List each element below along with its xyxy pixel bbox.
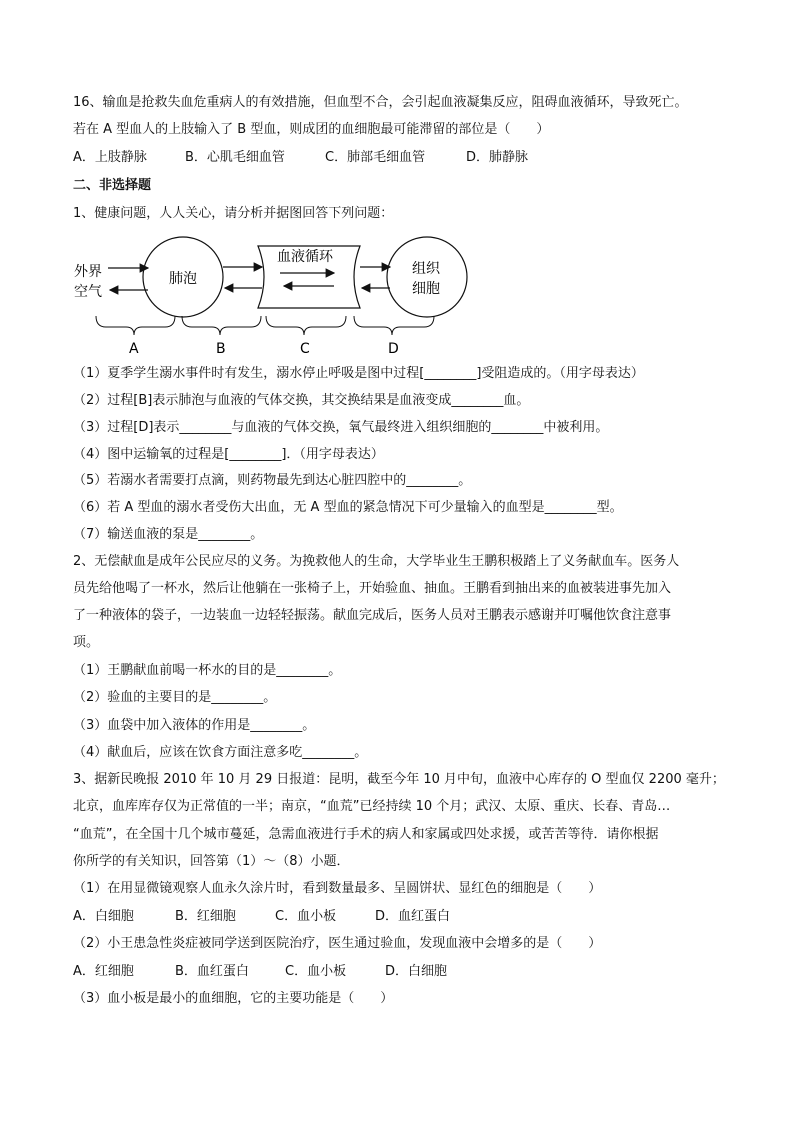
q16-option-b: B．心肌毛细血管 bbox=[185, 150, 285, 165]
q16-option-a: A．上肢静脉 bbox=[73, 150, 147, 165]
circulation-label: 血液循环 bbox=[277, 249, 333, 265]
q3-sub1-option-d: D．血红蛋白 bbox=[375, 909, 451, 924]
outside-label-top: 外界 bbox=[74, 264, 102, 280]
q16-stem-line2: 若在 A 型血人的上肢输入了 B 型血，则成团的血细胞最可能滞留的部位是（ ） bbox=[73, 122, 550, 137]
q1-item-2: （2）过程[B]表示肺泡与血液的气体交换，其交换结果是血液变成________血。 bbox=[73, 393, 530, 408]
tissue-cell-circle bbox=[387, 237, 467, 317]
q16-options bbox=[73, 149, 528, 167]
q3-sub2-option-a: A．红细胞 bbox=[73, 964, 134, 979]
letter-c: C bbox=[300, 341, 310, 357]
q3-sub2-option-b: B．血红蛋白 bbox=[175, 964, 249, 979]
brace-b bbox=[182, 316, 261, 335]
q3-sub1-option-b: B．红细胞 bbox=[175, 909, 236, 924]
q3-sub2-stem: （2）小王患急性炎症被同学送到医院治疗，医生通过验血，发现血液中会增多的是（ ） bbox=[73, 936, 602, 951]
q2-item-2: （2）验血的主要目的是________。 bbox=[73, 690, 277, 705]
q16-stem-line1: 16、输血是抢救失血危重病人的有效措施，但血型不合，会引起血液凝集反应，阻碍血液循环，导致死亡。 bbox=[73, 95, 688, 110]
letter-d: D bbox=[388, 341, 399, 357]
tissue-label-top: 组织 bbox=[412, 261, 440, 277]
q2-item-1: （1）王鹏献血前喝一杯水的目的是________。 bbox=[73, 663, 342, 678]
q1-item-4: （4）图中运输氧的过程是[________]．（用字母表达） bbox=[73, 447, 384, 462]
q16-option-c: C．肺部毛细血管 bbox=[325, 150, 426, 165]
outside-label-bottom: 空气 bbox=[74, 284, 102, 300]
tissue-label-bottom: 细胞 bbox=[412, 281, 440, 297]
brace-a bbox=[96, 316, 175, 335]
q3-sub2-option-d: D．白细胞 bbox=[385, 964, 448, 979]
q2-item-3: （3）血袋中加入液体的作用是________。 bbox=[73, 718, 316, 733]
q1-item-1: （1）夏季学生溺水事件时有发生，溺水停止呼吸是图中过程[________]受阻造成的。（用字母表达） bbox=[73, 366, 644, 381]
alveolus-label: 肺泡 bbox=[169, 271, 197, 287]
q1-item-5: （5）若溺水者需要打点滴，则药物最先到达心脏四腔中的________。 bbox=[73, 473, 472, 488]
q2-para-line4: 项。 bbox=[73, 635, 100, 650]
respiration-diagram bbox=[72, 232, 472, 357]
q3-sub1-stem: （1）在用显微镜观察人血永久涂片时，看到数量最多、呈圆饼状、显红色的细胞是（ ） bbox=[73, 881, 602, 896]
q3-para-line2: 北京，血库库存仅为正常值的一半；南京，“血荒”已经持续 10 个月；武汉、太原、重庆、长春、青岛… bbox=[73, 799, 671, 814]
q3-sub2-option-c: C．血小板 bbox=[285, 964, 347, 979]
q3-sub1-option-c: C．血小板 bbox=[275, 909, 337, 924]
q16-option-d: D．肺静脉 bbox=[466, 150, 529, 165]
brace-d bbox=[354, 316, 434, 335]
section-title: 二、非选择题 bbox=[73, 178, 152, 193]
q3-para-line4: 你所学的有关知识，回答第（1）～（8）小题． bbox=[73, 854, 350, 869]
q3-sub3-stem: （3）血小板是最小的血细胞，它的主要功能是（ ） bbox=[73, 991, 394, 1006]
letter-a: A bbox=[129, 341, 139, 357]
q3-sub1-options bbox=[73, 908, 450, 926]
q2-para-line2: 员先给他喝了一杯水，然后让他躺在一张椅子上，开始验血、抽血。王鹏看到抽出来的血被装进事先加入 bbox=[73, 581, 672, 596]
q3-sub1-option-a: A．白细胞 bbox=[73, 909, 134, 924]
q1-intro: 1、健康问题，人人关心，请分析并据图回答下列问题： bbox=[73, 206, 394, 221]
q1-item-3: （3）过程[D]表示________与血液的气体交换，氧气最终进入组织细胞的________中被利用。 bbox=[73, 420, 609, 435]
q2-para-line1: 2、无偿献血是成年公民应尽的义务。为挽救他人的生命，大学毕业生王鹏积极踏上了义务献血车。医务人 bbox=[73, 554, 680, 569]
letter-b: B bbox=[216, 341, 226, 357]
q1-item-7: （7）输送血液的泵是________。 bbox=[73, 527, 264, 542]
q3-para-line3: “血荒”，在全国十几个城市蔓延，急需血液进行手术的病人和家属或四处求援，或苦苦等待．请你根据 bbox=[73, 827, 659, 842]
q2-item-4: （4）献血后，应该在饮食方面注意多吃________。 bbox=[73, 745, 368, 760]
q3-para-line1: 3、据新民晚报 2010 年 10 月 29 日报道：昆明，截至今年 10 月中旬，血液中心库存的 O 型血仅 2200 毫升； bbox=[73, 772, 725, 787]
q3-sub2-options bbox=[73, 963, 447, 981]
brace-c bbox=[266, 316, 346, 335]
q1-item-6: （6）若 A 型血的溺水者受伤大出血，无 A 型血的紧急情况下可少量输入的血型是________型。 bbox=[73, 500, 623, 515]
q2-para-line3: 了一种液体的袋子，一边装血一边轻轻振荡。献血完成后，医务人员对王鹏表示感谢并叮嘱他饮食注意事 bbox=[73, 608, 672, 623]
